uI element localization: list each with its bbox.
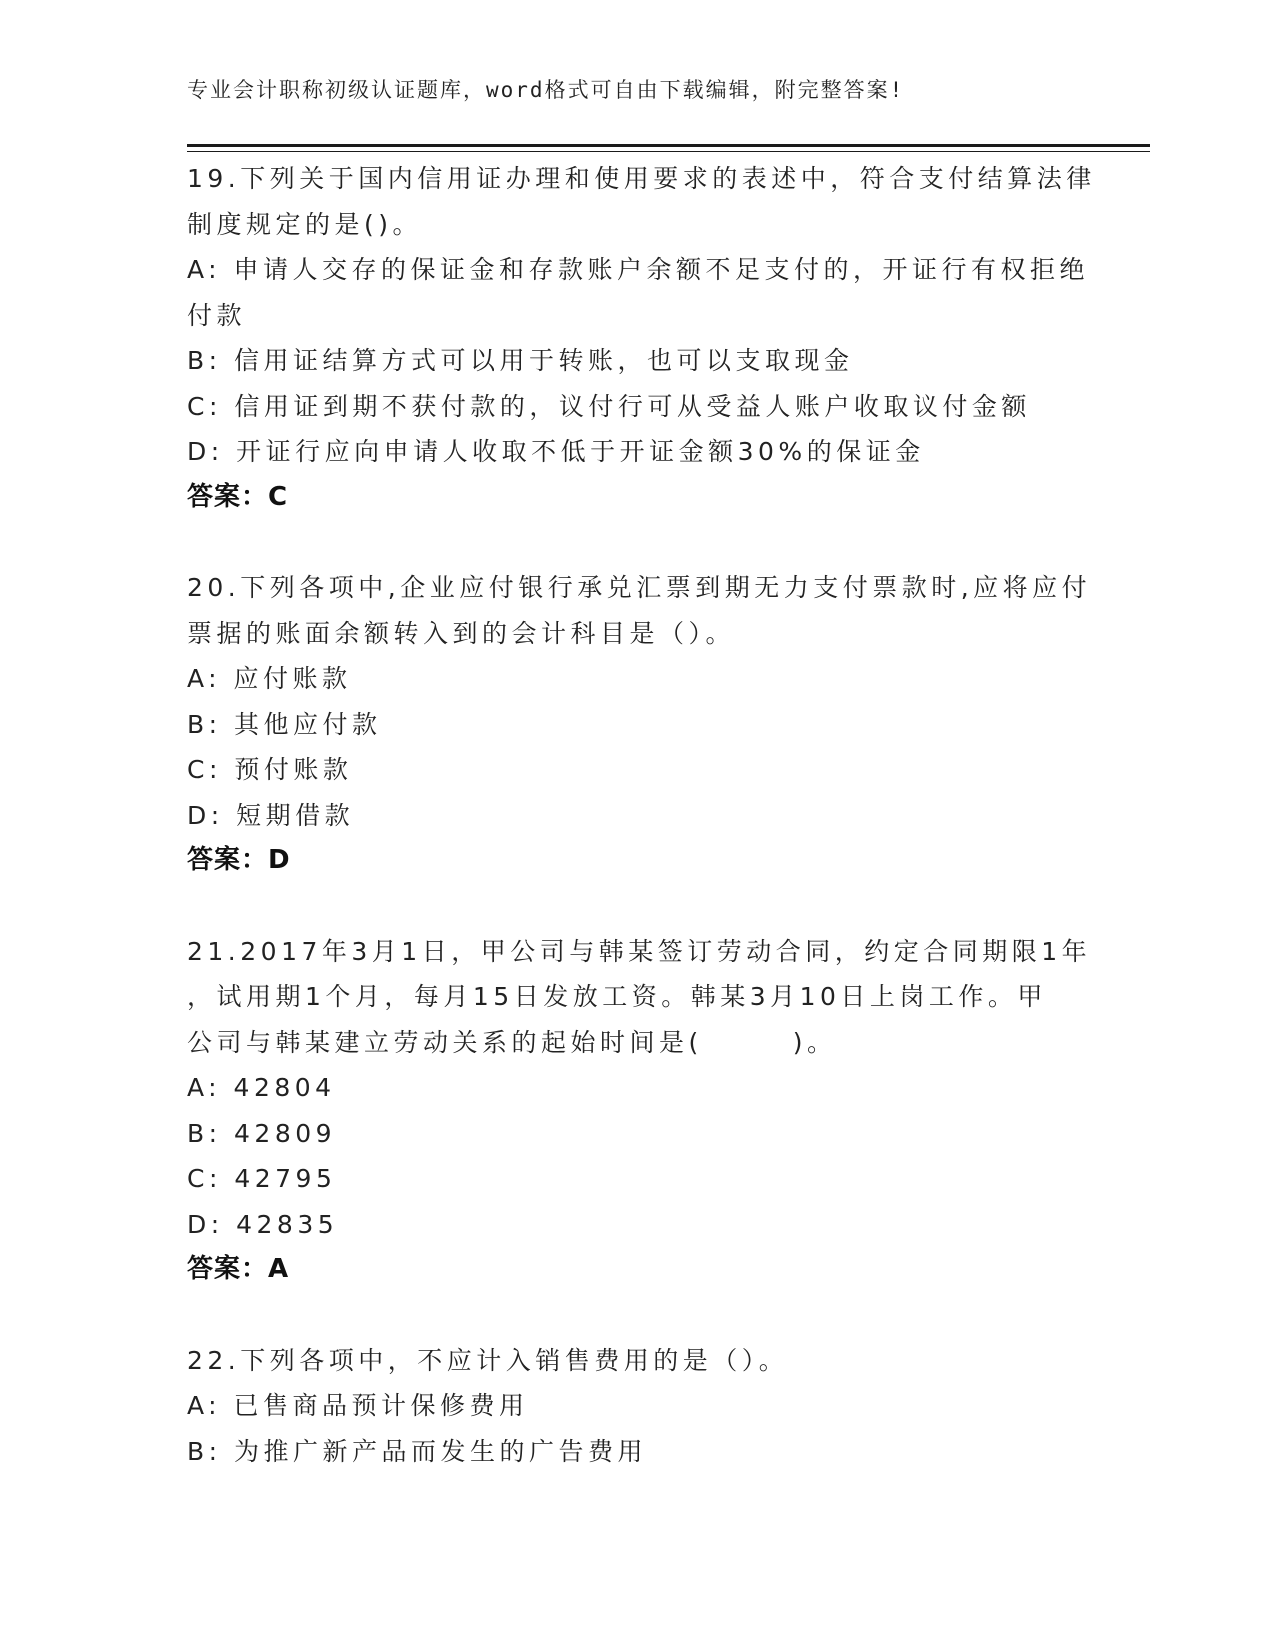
page-header: 专业会计职称初级认证题库，word格式可自由下载编辑，附完整答案! [187,78,905,102]
option-a: A: 申请人交存的保证金和存款账户余额不足支付的，开证行有权拒绝 [187,255,1090,284]
question-stem-line-with-blank [187,1020,1087,1066]
option-a-continued: 付款 [187,300,247,330]
stem-text-after-blank: )。 [792,1027,837,1057]
option-a: A: 已售商品预计保修费用 [187,1391,529,1420]
option-c: C: 预付账款 [187,755,353,784]
option-d: D: 开证行应向申请人收取不低于开证金额30%的保证金 [187,437,925,466]
question-20 [187,565,1092,884]
question-spacer [187,884,1087,929]
option-c: C: 42795 [187,1164,337,1193]
option-b: B: 为推广新产品而发生的广告费用 [187,1436,648,1466]
answer-label: 答案：D [187,845,291,875]
option-b: B: 其他应付款 [187,709,382,739]
option-b: B: 信用证结算方式可以用于转账，也可以支取现金 [187,346,854,375]
question-stem-line: 21.2017年3月1日，甲公司与韩某签订劳动合同，约定合同期限1年 [187,936,1092,966]
question-stem-line: 制度规定的是()。 [187,209,423,239]
stem-text-before-blank: 公司与韩某建立劳动关系的起始时间是( [187,1027,703,1057]
question-stem-line: 票据的账面余额转入到的会计科目是（）。 [187,618,736,648]
question-stem-line: 22.下列各项中，不应计入销售费用的是（）。 [187,1345,789,1375]
question-stem-line: ，试用期1个月，每月15日发放工资。韩某3月10日上岗工作。甲 [187,982,1047,1011]
option-a: A: 42804 [187,1073,336,1102]
question-stem-line: 19.下列关于国内信用证办理和使用要求的表述中，符合支付结算法律 [187,164,1096,193]
answer-label: 答案：A [187,1254,290,1284]
question-22 [187,1338,1087,1475]
question-21 [187,929,1092,1293]
option-c: C: 信用证到期不获付款的，议付行可从受益人账户收取议付金额 [187,391,1031,421]
question-spacer [187,520,1087,565]
question-19 [187,156,1096,520]
question-spacer [187,1293,1087,1338]
answer-label: 答案：C [187,481,289,512]
option-d: D: 短期借款 [187,800,355,830]
option-b: B: 42809 [187,1118,337,1148]
option-a: A: 应付账款 [187,664,352,693]
question-stem-line: 20.下列各项中,企业应付银行承兑汇票到期无力支付票款时,应将应付 [187,573,1092,602]
question-list [187,156,1096,1474]
header-rule-thick [187,144,1150,147]
option-d: D: 42835 [187,1209,339,1239]
header-rule-thin [187,151,1150,152]
